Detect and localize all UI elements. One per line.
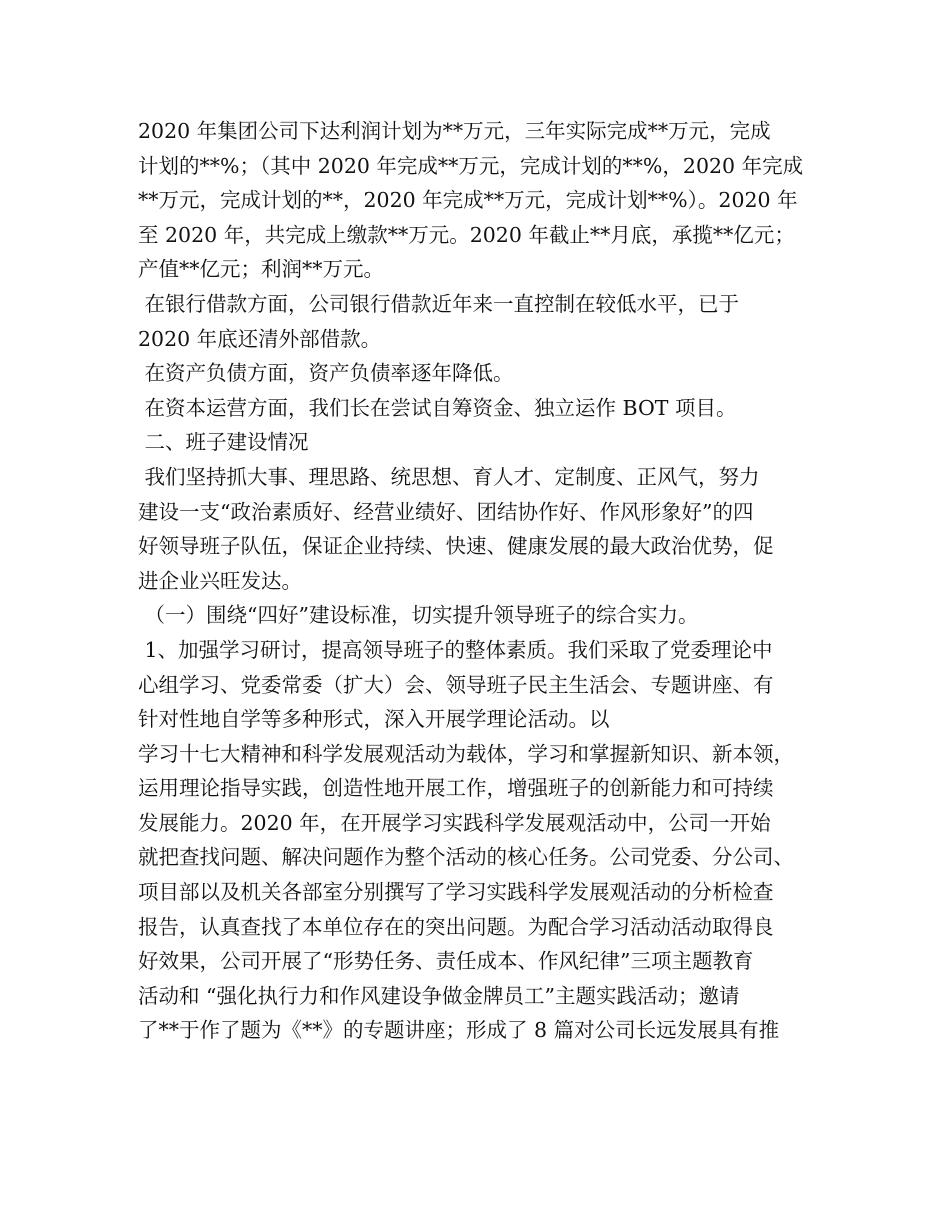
text-line: 在银行借款方面，公司银行借款近年来一直控制在较低水平，已于 [138,291,740,316]
text-line: 就把查找问题、解决问题作为整个活动的核心任务。公司党委、分公司、 [138,845,794,870]
text-line: 针对性地自学等多种形式，深入开展学理论活动。以 [138,707,610,732]
text-line: 了**于作了题为《**》的专题讲座；形成了 8 篇对公司长远发展具有推 [138,1018,780,1043]
text-line: 进企业兴旺发达。 [138,568,302,593]
text-line: **万元，完成计划的**，2020 年完成**万元，完成计划**%）。2020 年 [138,188,798,213]
text-line: 在资产负债方面，资产负债率逐年降低。 [138,361,514,386]
subsection-heading: （一）围绕“四好”建设标准，切实提升领导班子的综合实力。 [138,603,699,628]
text-line: 活动和 “强化执行力和作风建设争做金牌员工”主题实践活动；邀请 [138,983,740,1008]
text-line: 2020 年底还清外部借款。 [138,326,382,351]
text-line: 学习十七大精神和科学发展观活动为载体，学习和掌握新知识、新本领， [138,741,794,766]
text-line: 产值**亿元；利润**万元。 [138,257,384,282]
text-line: 在资本运营方面，我们长在尝试自筹资金、独立运作 BOT 项目。 [138,395,737,420]
text-line: 运用理论指导实践，创造性地开展工作，增强班子的创新能力和可持续 [138,776,774,801]
document-body [138,114,818,1048]
text-line: 好效果，公司开展了“形势任务、责任成本、作风纪律”三项主题教育 [138,949,754,974]
text-line: 2020 年集团公司下达利润计划为**万元，三年实际完成**万元，完成 [138,119,771,143]
section-heading: 二、班子建设情况 [138,430,309,455]
text-line: 好领导班子队伍，保证企业持续、快速、健康发展的最大政治优势，促 [138,534,774,559]
text-line: 报告，认真查找了本单位存在的突出问题。为配合学习活动活动取得良 [138,914,774,939]
text-line: 我们坚持抓大事、理思路、统思想、育人才、定制度、正风气，努力 [138,464,760,489]
text-line: 计划的**%；（其中 2020 年完成**万元，完成计划的**%，2020 年完成 [138,153,804,178]
text-line: 建设一支“政治素质好、经营业绩好、团结协作好、作风形象好”的四 [138,499,754,524]
text-line: 1、加强学习研讨，提高领导班子的整体素质。我们采取了党委理论中 [138,637,773,662]
text-line: 至 2020 年，共完成上缴款**万元。2020 年截止**月底，承揽**亿元； [138,222,795,247]
text-line: 项目部以及机关各部室分别撰写了学习实践科学发展观活动的分析检查 [138,880,774,905]
text-line: 发展能力。2020 年，在开展学习实践科学发展观活动中，公司一开始 [138,810,771,835]
text-line: 心组学习、党委常委（扩大）会、领导班子民主生活会、专题讲座、有 [138,672,774,697]
